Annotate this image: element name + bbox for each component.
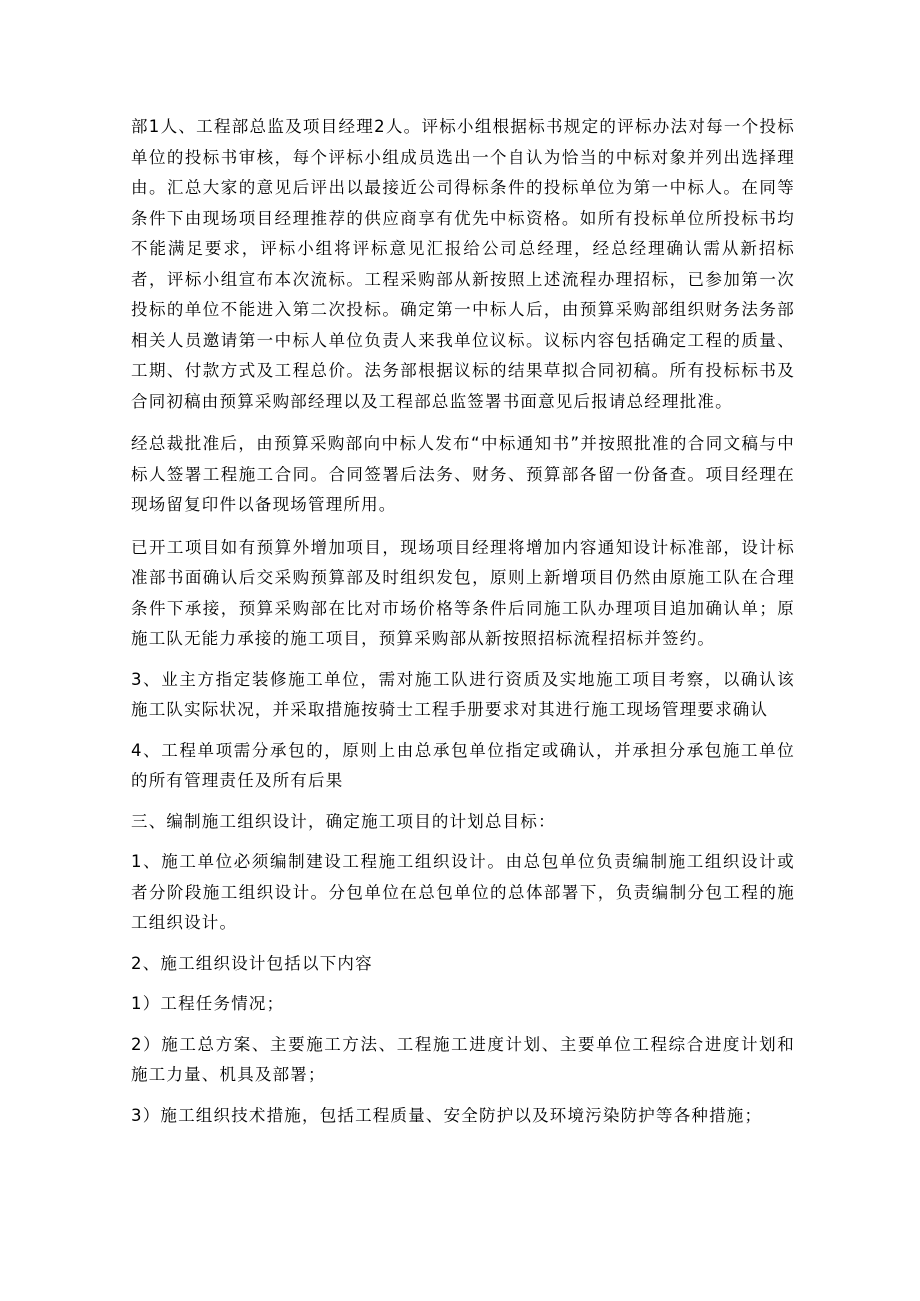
paragraph-bid-evaluation: 部1人、工程部总监及项目经理2人。评标小组根据标书规定的评标办法对每一个投标单位的投标书审核，每个评标小组成员选出一个自认为恰当的中标对象并列出选择理由。汇总大家的意见后评出以最接近公司得标条件的投标单位为第一中标人。在同等条件下由现场项目经理推荐的供应商享有优先中标资格。如所有投标单位所投标书均不能满足要求，评标小组将评标意见汇报给公司总经理，经总经理确认需从新招标者，评标小组宣布本次流标。工程采购部从新按照上述流程办理招标，已参加第一次投标的单位不能进入第二次投标。确定第一中标人后，由预算采购部组织财务法务部相关人员邀请第一中标人单位负责人来我单位议标。议标内容包括确定工程的质量、工期、付款方式及工程总价。法务部根据议标的结果草拟合同初稿。所有投标标书及合同初稿由预算采购部经理以及工程部总监签署书面意见后报请总经理批准。 (131, 117, 795, 411)
document-body (131, 112, 795, 1131)
paragraph-item-2: 2、施工组织设计包括以下内容 (131, 953, 373, 973)
section-heading-3: 三、编制施工组织设计，确定施工项目的计划总目标： (131, 811, 556, 831)
paragraph-contract-signing: 经总裁批准后，由预算采购部向中标人发布“中标通知书”并按照批准的合同文稿与中标人签署工程施工合同。合同签署后法务、财务、预算部各留一份备查。项目经理在现场留复印件以备现场管理所用。 (131, 434, 795, 514)
paragraph-item-1: 1、施工单位必须编制建设工程施工组织设计。由总包单位负责编制施工组织设计或者分阶段施工组织设计。分包单位在总包单位的总体部署下，负责编制分包工程的施工组织设计。 (131, 852, 795, 932)
paragraph-item-3: 3、业主方指定装修施工单位，需对施工队进行资质及实地施工项目考察，以确认该施工队实际状况，并采取措施按骑士工程手册要求对其进行施工现场管理要求确认 (131, 669, 795, 719)
list-item-1: 1）工程任务情况； (131, 994, 285, 1013)
paragraph-item-4: 4、工程单项需分承包的，原则上由总承包单位指定或确认，并承担分承包施工单位的所有管理责任及所有后果 (131, 740, 795, 790)
paragraph-additional-items: 已开工项目如有预算外增加项目，现场项目经理将增加内容通知设计标准部，设计标准部书面确认后交采购预算部及时组织发包，原则上新增项目仍然由原施工队在合理条件下承接，预算采购部在比对市场价格等条件后同施工队办理项目追加确认单；原施工队无能力承接的施工项目，预算采购部从新按照招标流程招标并签约。 (131, 537, 795, 648)
list-item-2: 2）施工总方案、主要施工方法、工程施工进度计划、主要单位工程综合进度计划和施工力量、机具及部署； (131, 1034, 795, 1084)
list-item-3: 3）施工组织技术措施，包括工程质量、安全防护以及环境污染防护等各种措施； (131, 1105, 763, 1125)
